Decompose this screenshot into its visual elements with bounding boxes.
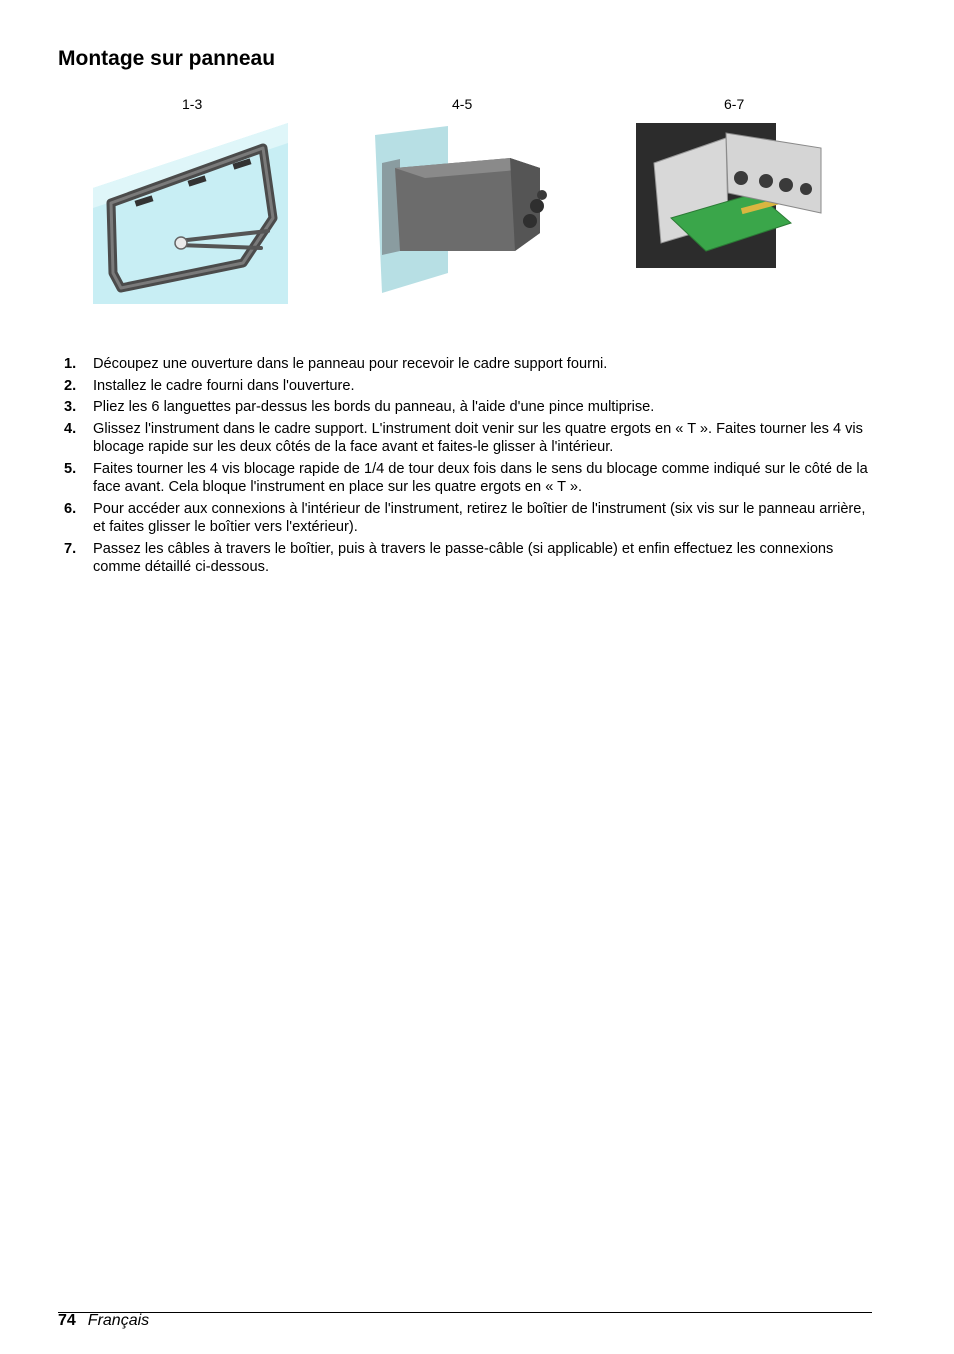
step-text: Découpez une ouverture dans le panneau pour recevoir le cadre support fourni. [93,356,608,372]
list-item [58,460,868,497]
step-text: Installez le cadre fourni dans l'ouverture. [93,377,355,394]
step-text: Passez les câbles à travers le boîtier, puis à travers le passe-câble (si applicable) et enfin effectuez les connexions comme détaillé ci-dessous. [93,540,834,575]
step-number: 4. [64,420,77,437]
list-item [58,420,868,457]
page-footer [58,1312,149,1330]
installation-steps [58,355,868,580]
step-number: 5. [64,460,77,477]
list-item [58,377,868,396]
figure-label-4-5: 4-5 [452,96,473,112]
figure-label-6-7: 6-7 [724,96,745,112]
figure-label-1-3: 1-3 [182,96,203,112]
footer-divider [58,1312,872,1313]
page-number: 74 [58,1312,76,1329]
list-item [58,540,868,577]
step-number: 1. [64,356,77,372]
step-number: 2. [64,377,77,394]
step-text: Faites tourner les 4 vis blocage rapide de 1/4 de tour deux fois dans le sens du blocage comme indiqué sur le côté de la face avant. Cela bloque l'instrument en place sur les quatre ergots en « T ». [93,460,868,495]
list-item [58,398,868,417]
step-number: 7. [64,540,77,557]
list-item [58,500,868,537]
step-text: Glissez l'instrument dans le cadre support. L'instrument doit venir sur les quatre ergots en « T ». Faites tourner les 4 vis blocage rapide sur les deux côtés de la face avant et faites-le glisser à l'intérieur. [93,420,863,455]
page-title: Montage sur panneau [58,47,276,70]
illustration-open-instrument [636,123,828,268]
footer-language: Français [87,1312,150,1329]
step-text: Pliez les 6 languettes par-dessus les bords du panneau, à l'aide d'une pince multiprise. [93,399,655,415]
illustration-frame-pliers [93,123,288,304]
illustration-instrument-panel [370,123,555,298]
step-number: 6. [64,500,77,517]
list-item [58,355,868,374]
step-number: 3. [64,399,77,415]
step-text: Pour accéder aux connexions à l'intérieur de l'instrument, retirez le boîtier de l'instrument (six vis sur le panneau arrière, et faites glisser le boîtier vers l'extérieur). [93,500,866,535]
